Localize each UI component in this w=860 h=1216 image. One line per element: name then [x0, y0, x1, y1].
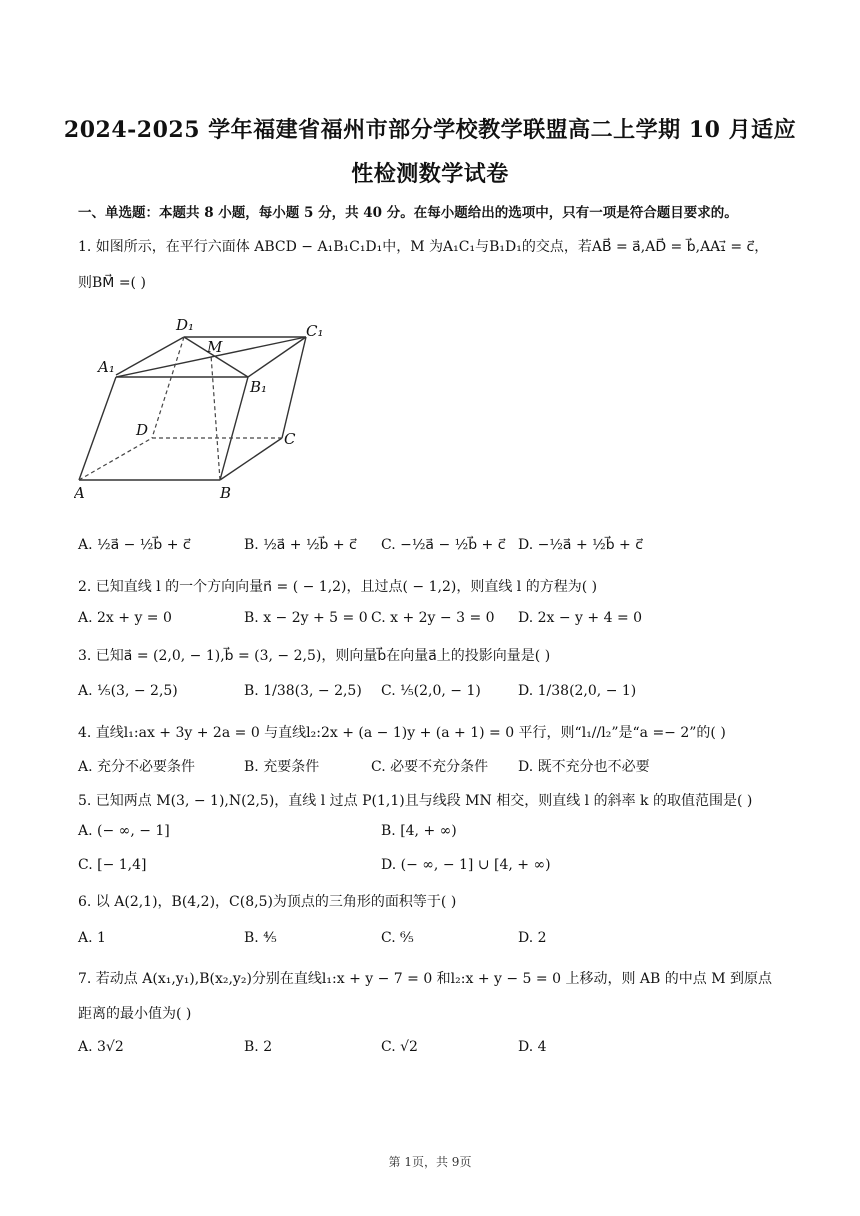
q4-stem: 4. 直线l₁:ax + 3y + 2a = 0 与直线l₂:2x + (a − 1)y + (a + 1) = 0 平行，则“l₁//l₂”是“a =− 2”的( ) [78, 725, 726, 741]
q7-stem-line1: 7. 若动点 A(x₁,y₁),B(x₂,y₂)分别在直线l₁:x + y − 7 = 0 和l₂:x + y − 5 = 0 上移动，则 AB 的中点 M 到原点 [78, 971, 772, 987]
label-b: B [220, 484, 232, 502]
q5-option-a: A. (− ∞, − 1] [78, 823, 170, 839]
section-header: 一、单选题：本题共 8 小题，每小题 5 分，共 40 分。在每小题给出的选项中，只有一项是符合题目要求的。 [78, 205, 738, 221]
q1-stem-line1: 1. 如图所示，在平行六面体 ABCD − A₁B₁C₁D₁中，M 为A₁C₁与B₁D₁的交点，若AB⃗ = a⃗,AD⃗ = b⃗,AA₁⃗ = c⃗， [78, 239, 769, 255]
q3-option-c: C. ⅕(2,0, − 1) [381, 683, 481, 699]
exam-title-line2: 性检测数学试卷 [351, 161, 509, 187]
label-d: D [136, 421, 149, 439]
label-d1: D₁ [176, 316, 195, 334]
q2-option-d: D. 2x − y + 4 = 0 [518, 610, 643, 626]
parallelepiped-diagram [74, 300, 334, 512]
q7-option-b: B. 2 [244, 1039, 273, 1055]
q5-option-d: D. (− ∞, − 1] ∪ [4, + ∞) [381, 857, 551, 873]
q7-stem-line2: 距离的最小值为( ) [78, 1006, 192, 1022]
q3-option-a: A. ⅕(3, − 2,5) [78, 683, 178, 699]
q1-stem-line2: 则BM⃗ =( ) [78, 275, 146, 291]
exam-title-line1: 2024-2025 学年福建省福州市部分学校教学联盟高二上学期 10 月适应 [63, 117, 797, 143]
label-c1: C₁ [306, 322, 324, 340]
edge-c1-c [282, 337, 306, 438]
q1-option-d: D. −½a⃗ + ½b⃗ + c⃗ [518, 537, 643, 553]
q2-option-c: C. x + 2y − 3 = 0 [371, 610, 495, 626]
label-a: A [74, 484, 85, 502]
q1-option-b: B. ½a⃗ + ½b⃗ + c⃗ [244, 537, 357, 553]
q5-stem: 5. 已知两点 M(3, − 1),N(2,5)，直线 l 过点 P(1,1)且与线段 MN 相交，则直线 l 的斜率 k 的取值范围是( ) [78, 793, 753, 809]
q6-option-d: D. 2 [518, 930, 547, 946]
q1-option-a: A. ½a⃗ − ½b⃗ + c⃗ [78, 537, 191, 553]
label-b1: B₁ [250, 378, 268, 396]
q4-option-a: A. 充分不必要条件 [78, 759, 196, 775]
q3-option-b: B. 1/38(3, − 2,5) [244, 683, 362, 699]
label-m: M [207, 338, 223, 356]
q2-stem: 2. 已知直线 l 的一个方向向量n⃗ = ( − 1,2)，且过点( − 1,2)，则直线 l 的方程为( ) [78, 579, 598, 595]
q6-option-a: A. 1 [78, 930, 106, 946]
parallelepiped-figure [74, 300, 334, 512]
q5-option-c: C. [− 1,4] [78, 857, 147, 873]
page-footer: 第 1页，共 9页 [388, 1155, 472, 1169]
q3-option-d: D. 1/38(2,0, − 1) [518, 683, 637, 699]
q7-option-c: C. √2 [381, 1039, 418, 1055]
q6-stem: 6. 以 A(2,1)，B(4,2)，C(8,5)为顶点的三角形的面积等于( ) [78, 894, 457, 910]
q6-option-b: B. ⁴⁄₅ [244, 930, 277, 946]
q2-option-b: B. x − 2y + 5 = 0 [244, 610, 368, 626]
q3-stem: 3. 已知a⃗ = (2,0, − 1),b⃗ = (3, − 2,5)，则向量b⃗在向量a⃗上的投影向量是( ) [78, 648, 551, 664]
q4-option-c: C. 必要不充分条件 [371, 759, 489, 775]
q4-option-b: B. 充要条件 [244, 759, 320, 775]
label-c: C [284, 430, 296, 448]
edge-a1-a [79, 377, 116, 480]
q2-option-a: A. 2x + y = 0 [78, 610, 172, 626]
q7-option-a: A. 3√2 [78, 1039, 124, 1055]
q5-option-b: B. [4, + ∞) [381, 823, 457, 839]
q1-option-c: C. −½a⃗ − ½b⃗ + c⃗ [381, 537, 506, 553]
q4-option-d: D. 既不充分也不必要 [518, 759, 650, 775]
q7-option-d: D. 4 [518, 1039, 547, 1055]
hidden-edge-a-d [79, 438, 152, 480]
q6-option-c: C. ⁶⁄₅ [381, 930, 414, 946]
hidden-segment-b-m [211, 355, 220, 480]
label-a1: A₁ [98, 358, 115, 376]
